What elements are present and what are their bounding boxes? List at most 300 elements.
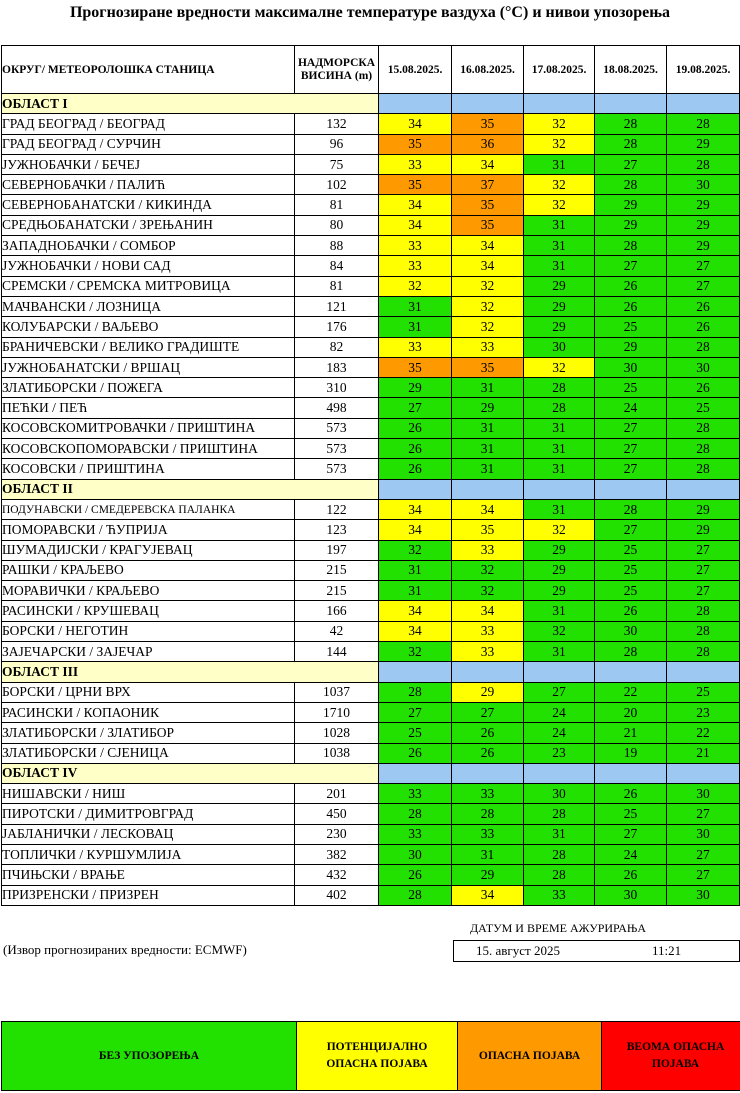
station-elevation: 122 [295,499,379,519]
station-elevation: 382 [295,844,379,864]
table-row [2,398,740,418]
region-blank-cell [452,763,524,783]
station-name: МАЧВАНСКИ / ЛОЗНИЦА [2,296,295,316]
temperature-cell: 29 [524,276,595,296]
table-row [2,459,740,479]
region-blank-cell [667,94,740,114]
temperature-cell: 33 [379,824,452,844]
station-elevation: 82 [295,337,379,357]
station-elevation: 176 [295,317,379,337]
temperature-cell: 29 [595,215,667,235]
legend-label: ВЕОМА ОПАСНА ПОЈАВА [626,1041,725,1070]
legend-no-warning [2,1022,297,1091]
table-row [2,499,740,519]
temperature-cell: 29 [524,296,595,316]
region-blank-cell [379,662,452,682]
region-blank-cell [452,94,524,114]
temperature-cell: 26 [452,723,524,743]
station-name: ПИРОТСКИ / ДИМИТРОВГРАД [2,804,295,824]
temperature-cell: 29 [667,134,740,154]
temperature-cell: 28 [524,398,595,418]
temperature-cell: 33 [452,784,524,804]
temperature-cell: 27 [667,256,740,276]
temperature-cell: 29 [667,499,740,519]
temperature-cell: 35 [379,134,452,154]
temperature-cell: 26 [595,276,667,296]
temperature-cell: 29 [667,215,740,235]
temperature-cell: 29 [667,195,740,215]
station-elevation: 102 [295,175,379,195]
station-elevation: 88 [295,236,379,256]
temperature-cell: 29 [452,865,524,885]
station-name: ЗАПАДНОБАЧКИ / СОМБОР [2,236,295,256]
temperature-cell: 29 [379,378,452,398]
temperature-cell: 31 [524,215,595,235]
region-header-row [2,662,740,682]
station-elevation: 96 [295,134,379,154]
temperature-cell: 27 [595,418,667,438]
temperature-cell: 32 [524,195,595,215]
temperature-cell: 25 [595,378,667,398]
temperature-cell: 30 [667,175,740,195]
temperature-cell: 31 [524,418,595,438]
station-name: КОЛУБАРСКИ / ВАЉЕВО [2,317,295,337]
temperature-cell: 29 [524,317,595,337]
temperature-cell: 33 [379,784,452,804]
temperature-cell: 35 [452,357,524,377]
temperature-cell: 31 [524,499,595,519]
temperature-cell: 22 [595,682,667,702]
temperature-cell: 31 [379,296,452,316]
region-label: ОБЛАСТ II [2,479,379,499]
region-blank-cell [379,763,452,783]
temperature-cell: 33 [452,337,524,357]
station-elevation: 183 [295,357,379,377]
table-row [2,885,740,905]
temperature-cell: 33 [379,337,452,357]
temperature-cell: 31 [524,601,595,621]
region-header-row [2,94,740,114]
temperature-cell: 30 [524,337,595,357]
temperature-cell: 30 [667,357,740,377]
table-row [2,439,740,459]
temperature-cell: 26 [379,418,452,438]
data-source-note: (Извор прогнозираних вредности: ECMWF) [3,942,247,957]
legend-potentially-dangerous [297,1022,458,1091]
station-elevation: 432 [295,865,379,885]
region-blank-cell [452,479,524,499]
temperature-cell: 31 [524,459,595,479]
column-header-elevation [295,46,379,94]
temperature-cell: 29 [595,195,667,215]
station-name: ЗЛАТИБОРСКИ / ПОЖЕГА [2,378,295,398]
temperature-cell: 26 [667,296,740,316]
station-elevation: 42 [295,621,379,641]
temperature-cell: 27 [379,702,452,722]
temperature-cell: 27 [595,459,667,479]
temperature-cell: 32 [379,642,452,662]
temperature-cell: 25 [667,398,740,418]
temperature-cell: 24 [595,398,667,418]
table-row [2,418,740,438]
temperature-cell: 27 [667,581,740,601]
temperature-cell: 34 [452,499,524,519]
temperature-cell: 32 [452,317,524,337]
temperature-cell: 27 [595,256,667,276]
station-name: ШУМАДИЈСКИ / КРАГУЈЕВАЦ [2,540,295,560]
temperature-cell: 26 [667,317,740,337]
temperature-cell: 33 [452,540,524,560]
temperature-cell: 37 [452,175,524,195]
temperature-cell: 32 [524,520,595,540]
temperature-cell: 27 [595,824,667,844]
column-header-date: 16.08.2025. [452,46,524,94]
table-row [2,378,740,398]
temperature-cell: 34 [379,601,452,621]
temperature-cell: 34 [379,215,452,235]
column-header-date: 18.08.2025. [595,46,667,94]
temperature-cell: 27 [667,540,740,560]
temperature-cell: 28 [452,804,524,824]
region-label: ОБЛАСТ III [2,662,379,682]
temperature-cell: 28 [667,642,740,662]
table-row [2,784,740,804]
station-elevation: 215 [295,560,379,580]
temperature-cell: 29 [667,520,740,540]
temperature-cell: 29 [524,560,595,580]
region-blank-cell [595,662,667,682]
station-elevation: 573 [295,418,379,438]
station-name: ЗЛАТИБОРСКИ / СЈЕНИЦА [2,743,295,763]
temperature-cell: 25 [595,804,667,824]
update-label: ДАТУМ И ВРЕМЕ АЖУРИРАЊА [470,921,646,935]
temperature-cell: 32 [379,276,452,296]
temperature-cell: 32 [452,276,524,296]
temperature-cell: 31 [379,581,452,601]
station-name: КОСОВСКИ / ПРИШТИНА [2,459,295,479]
temperature-cell: 28 [595,175,667,195]
warning-legend [1,1021,740,1091]
temperature-cell: 26 [595,601,667,621]
temperature-cell: 30 [667,885,740,905]
region-blank-cell [667,763,740,783]
station-elevation: 1037 [295,682,379,702]
temperature-cell: 30 [595,885,667,905]
temperature-cell: 28 [667,621,740,641]
temperature-cell: 25 [595,317,667,337]
station-elevation: 197 [295,540,379,560]
temperature-cell: 34 [452,885,524,905]
update-datetime-box [453,940,740,962]
station-name: ЗЛАТИБОРСКИ / ЗЛАТИБОР [2,723,295,743]
temperature-cell: 32 [524,175,595,195]
temperature-cell: 28 [667,601,740,621]
legend-label: ОПАСНА ПОЈАВА [478,1049,581,1062]
temperature-cell: 27 [667,804,740,824]
temperature-cell: 23 [667,702,740,722]
temperature-cell: 34 [379,499,452,519]
table-row [2,723,740,743]
temperature-cell: 30 [595,621,667,641]
temperature-cell: 32 [379,540,452,560]
temperature-cell: 25 [595,560,667,580]
temperature-cell: 29 [595,337,667,357]
station-name: РАШКИ / КРАЉЕВО [2,560,295,580]
temperature-cell: 31 [524,439,595,459]
temperature-cell: 25 [595,540,667,560]
station-elevation: 123 [295,520,379,540]
temperature-cell: 33 [379,236,452,256]
station-name: ЈАБЛАНИЧКИ / ЛЕСКОВАЦ [2,824,295,844]
temperature-cell: 28 [379,682,452,702]
temperature-cell: 27 [595,439,667,459]
temperature-cell: 28 [667,439,740,459]
table-row [2,804,740,824]
station-elevation: 144 [295,642,379,662]
table-row [2,317,740,337]
temperature-cell: 34 [452,256,524,276]
station-elevation: 215 [295,581,379,601]
temperature-cell: 36 [452,134,524,154]
temperature-cell: 32 [524,357,595,377]
station-elevation: 80 [295,215,379,235]
station-name: НИШАВСКИ / НИШ [2,784,295,804]
region-blank-cell [524,479,595,499]
temperature-cell: 29 [667,236,740,256]
update-date: 15. август 2025 [476,943,560,958]
station-name: ЗАЈЕЧАРСКИ / ЗАЈЕЧАР [2,642,295,662]
station-elevation: 84 [295,256,379,276]
station-elevation: 573 [295,439,379,459]
temperature-cell: 28 [595,134,667,154]
station-name: ПРИЗРЕНСКИ / ПРИЗРЕН [2,885,295,905]
temperature-cell: 31 [452,378,524,398]
station-name: ПЧИЊСКИ / ВРАЊЕ [2,865,295,885]
temperature-cell: 27 [667,276,740,296]
station-elevation: 1038 [295,743,379,763]
temperature-cell: 31 [379,317,452,337]
table-row [2,560,740,580]
temperature-cell: 31 [452,459,524,479]
table-row [2,195,740,215]
region-header-row [2,479,740,499]
station-name: РАСИНСКИ / КОПАОНИК [2,702,295,722]
region-blank-cell [524,763,595,783]
station-elevation: 75 [295,154,379,174]
temperature-cell: 35 [379,357,452,377]
temperature-cell: 31 [524,642,595,662]
table-row [2,114,740,134]
temperature-cell: 26 [379,865,452,885]
table-row [2,215,740,235]
temperature-cell: 32 [524,134,595,154]
region-label: ОБЛАСТ IV [2,763,379,783]
table-row [2,256,740,276]
table-row [2,581,740,601]
temperature-cell: 27 [379,398,452,418]
region-label: ОБЛАСТ I [2,94,379,114]
temperature-cell: 33 [524,885,595,905]
temperature-cell: 23 [524,743,595,763]
temperature-cell: 31 [524,256,595,276]
table-row [2,601,740,621]
table-row [2,865,740,885]
temperature-cell: 28 [524,378,595,398]
temperature-cell: 35 [452,195,524,215]
station-name: РАСИНСКИ / КРУШЕВАЦ [2,601,295,621]
temperature-cell: 28 [379,804,452,824]
temperature-cell: 27 [595,154,667,174]
station-name: ЈУЖНОБАНАТСКИ / ВРШАЦ [2,357,295,377]
temperature-cell: 30 [379,844,452,864]
temperature-cell: 27 [452,702,524,722]
temperature-cell: 20 [595,702,667,722]
temperature-cell: 26 [595,296,667,316]
station-elevation: 121 [295,296,379,316]
station-name: ПЕЋКИ / ПЕЋ [2,398,295,418]
temperature-cell: 26 [667,378,740,398]
station-elevation: 450 [295,804,379,824]
station-name: СЕВЕРНОБАЧКИ / ПАЛИЋ [2,175,295,195]
temperature-cell: 26 [452,743,524,763]
temperature-cell: 26 [595,784,667,804]
temperature-cell: 27 [667,560,740,580]
region-blank-cell [595,763,667,783]
temperature-cell: 25 [667,682,740,702]
temperature-cell: 31 [452,439,524,459]
region-blank-cell [452,662,524,682]
table-row [2,682,740,702]
temperature-cell: 29 [452,398,524,418]
table-row [2,276,740,296]
table-row [2,824,740,844]
temperature-cell: 35 [379,175,452,195]
station-elevation: 1028 [295,723,379,743]
temperature-cell: 30 [595,357,667,377]
station-name: СРЕМСКИ / СРЕМСКА МИТРОВИЦА [2,276,295,296]
temperature-cell: 28 [595,236,667,256]
temperature-cell: 28 [667,337,740,357]
table-row [2,642,740,662]
temperature-cell: 31 [524,824,595,844]
temperature-cell: 29 [452,682,524,702]
temperature-cell: 21 [667,743,740,763]
temperature-cell: 31 [452,418,524,438]
table-row [2,134,740,154]
station-elevation: 81 [295,276,379,296]
station-elevation: 81 [295,195,379,215]
station-name: КОСОВСКОМИТРОВАЧКИ / ПРИШТИНА [2,418,295,438]
legend-very-dangerous [602,1022,740,1091]
temperature-cell: 24 [595,844,667,864]
table-row [2,296,740,316]
temperature-cell: 32 [524,621,595,641]
station-name: ГРАД БЕОГРАД / БЕОГРАД [2,114,295,134]
station-name: БОРСКИ / ЦРНИ ВРХ [2,682,295,702]
temperature-cell: 31 [452,844,524,864]
temperature-cell: 32 [452,560,524,580]
temperature-cell: 28 [667,459,740,479]
region-blank-cell [595,94,667,114]
temperature-cell: 35 [452,520,524,540]
table-row [2,357,740,377]
station-name: ЈУЖНОБАЧКИ / НОВИ САД [2,256,295,276]
station-name: СЕВЕРНОБАНАТСКИ / КИКИНДА [2,195,295,215]
station-name: ГРАД БЕОГРАД / СУРЧИН [2,134,295,154]
table-row [2,154,740,174]
station-elevation: 230 [295,824,379,844]
temperature-cell: 26 [379,459,452,479]
station-elevation: 498 [295,398,379,418]
temperature-cell: 31 [379,560,452,580]
region-blank-cell [379,479,452,499]
region-blank-cell [524,662,595,682]
temperature-cell: 21 [595,723,667,743]
temperature-cell: 30 [667,824,740,844]
table-row [2,540,740,560]
temperature-cell: 26 [379,439,452,459]
region-header-row [2,763,740,783]
table-row [2,702,740,722]
temperature-cell: 34 [379,114,452,134]
temperature-cell: 24 [524,723,595,743]
station-name: СРЕДЊОБАНАТСКИ / ЗРЕЊАНИН [2,215,295,235]
temperature-cell: 27 [667,865,740,885]
station-name: ПОМОРАВСКИ / ЋУПРИЈА [2,520,295,540]
region-blank-cell [379,94,452,114]
temperature-cell: 34 [452,154,524,174]
region-blank-cell [524,94,595,114]
temperature-cell: 28 [595,499,667,519]
temperature-cell: 26 [379,743,452,763]
temperature-cell: 28 [595,114,667,134]
station-elevation: 402 [295,885,379,905]
forecast-table [1,45,740,906]
temperature-cell: 31 [524,154,595,174]
temperature-cell: 35 [452,215,524,235]
table-row [2,337,740,357]
station-name: БОРСКИ / НЕГОТИН [2,621,295,641]
station-name: ТОПЛИЧКИ / КУРШУМЛИЈА [2,844,295,864]
station-name: ЈУЖНОБАЧКИ / БЕЧЕЈ [2,154,295,174]
temperature-cell: 27 [524,682,595,702]
temperature-cell: 35 [452,114,524,134]
temperature-cell: 28 [379,885,452,905]
temperature-cell: 32 [452,296,524,316]
update-time: 11:21 [652,943,682,958]
temperature-cell: 32 [524,114,595,134]
temperature-cell: 32 [452,581,524,601]
table-row [2,175,740,195]
temperature-cell: 27 [667,844,740,864]
table-row [2,520,740,540]
temperature-cell: 25 [379,723,452,743]
column-header-station: ОКРУГ/ МЕТЕОРОЛОШКА СТАНИЦА [2,46,295,94]
temperature-cell: 28 [667,418,740,438]
page-title: Прогнозиране вредности максималне температуре ваздуха (°C) и нивои упозорења [69,4,671,21]
temperature-cell: 33 [452,642,524,662]
temperature-cell: 22 [667,723,740,743]
table-header-row [2,46,740,94]
temperature-cell: 28 [667,154,740,174]
temperature-cell: 33 [379,256,452,276]
temperature-cell: 26 [595,865,667,885]
temperature-cell: 33 [379,154,452,174]
temperature-cell: 31 [524,236,595,256]
temperature-cell: 28 [524,865,595,885]
station-elevation: 1710 [295,702,379,722]
temperature-cell: 30 [524,784,595,804]
